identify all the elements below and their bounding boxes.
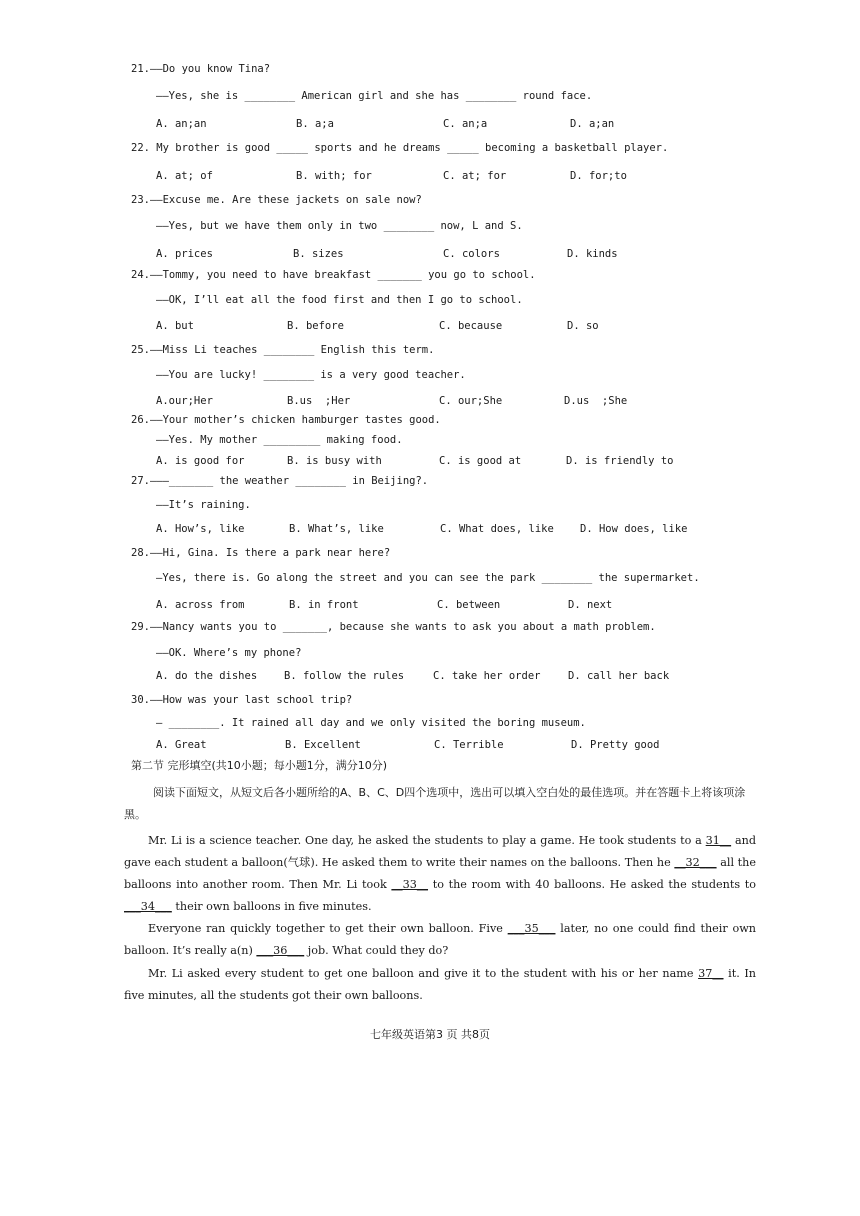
question-25-option-d: D.us ;She bbox=[564, 395, 628, 407]
blank-31: 31__ bbox=[705, 834, 732, 847]
question-26-option-b: B. is busy with bbox=[287, 455, 382, 467]
section-instruction: 阅读下面短文，从短文后各小题所给的A、B、C、D四个选项中，选出可以填入空白处的最佳选项。并在答题卡上将该项涂黑。 bbox=[124, 786, 746, 821]
question-28-option-a: A. across from bbox=[156, 599, 245, 611]
question-22-option-b: B. with; for bbox=[296, 170, 372, 182]
question-21-option-b: B. a;a bbox=[296, 118, 334, 130]
question-28-reply: —Yes, there is. Go along the street and you can see the park ________ the supermarket. bbox=[156, 572, 700, 584]
passage-paragraph-1: Mr. Li is a science teacher. One day, he asked the students to play a game. He took students to a 31__ and gave each student a balloon(气球). He asked them to write their names on the balloons. Then he __32___ all the balloons into another room. Then Mr. Li took __33__ to the room with 40 balloons. He asked the students to ___34___ their own balloons in five minutes. bbox=[124, 834, 756, 913]
question-29-option-d: D. call her back bbox=[568, 670, 670, 682]
question-29-option-b: B. follow the rules bbox=[284, 670, 405, 682]
passage-paragraph-3: Mr. Li asked every student to get one balloon and give it to the student with his or her name 37__ it. In five minutes, all the students got their own balloons. bbox=[124, 967, 756, 1002]
question-27-reply: ——It’s raining. bbox=[156, 499, 251, 511]
question-26-prompt: 26.——Your mother’s chicken hamburger tastes good. bbox=[131, 414, 441, 426]
question-27-prompt: 27.———_______ the weather ________ in Beijing?. bbox=[131, 475, 429, 487]
question-30-reply: — ________. It rained all day and we only visited the boring museum. bbox=[156, 717, 586, 729]
question-24-reply: ——OK, I’ll eat all the food first and then I go to school. bbox=[156, 294, 523, 306]
section-heading: 第二节 完形填空(共10小题；每小题1分，满分10分) bbox=[131, 759, 388, 772]
question-23-option-a: A. prices bbox=[156, 248, 213, 260]
question-28-option-c: C. between bbox=[437, 599, 501, 611]
question-21-option-c: C. an;a bbox=[443, 118, 488, 130]
question-26-reply: ——Yes. My mother _________ making food. bbox=[156, 434, 403, 446]
question-26-option-d: D. is friendly to bbox=[566, 455, 674, 467]
question-21-option-d: D. a;an bbox=[570, 118, 615, 130]
question-24-option-a: A. but bbox=[156, 320, 194, 332]
question-25-prompt: 25.——Miss Li teaches ________ English this term. bbox=[131, 344, 435, 356]
question-25-reply: ——You are lucky! ________ is a very good teacher. bbox=[156, 369, 466, 381]
question-23-prompt: 23.——Excuse me. Are these jackets on sale now? bbox=[131, 194, 422, 206]
question-26-option-c: C. is good at bbox=[439, 455, 522, 467]
question-25-option-a: A.our;Her bbox=[156, 395, 213, 407]
blank-32: __32___ bbox=[674, 856, 717, 869]
question-28-option-b: B. in front bbox=[289, 599, 359, 611]
question-29-option-c: C. take her order bbox=[433, 670, 541, 682]
question-23-option-d: D. kinds bbox=[567, 248, 618, 260]
question-22-option-c: C. at; for bbox=[443, 170, 507, 182]
question-27-option-c: C. What does, like bbox=[440, 523, 554, 535]
question-25-option-b: B.us ;Her bbox=[287, 395, 351, 407]
question-30-option-b: B. Excellent bbox=[285, 739, 361, 751]
question-23-reply: ——Yes, but we have them only in two ________ now, L and S. bbox=[156, 220, 523, 232]
blank-33: __33__ bbox=[391, 878, 429, 891]
question-28-option-d: D. next bbox=[568, 599, 613, 611]
question-27-option-a: A. How’s, like bbox=[156, 523, 245, 535]
blank-37: 37__ bbox=[698, 967, 724, 980]
question-22-option-a: A. at; of bbox=[156, 170, 213, 182]
question-21-reply: ——Yes, she is ________ American girl and she has ________ round face. bbox=[156, 90, 593, 102]
question-24-option-c: C. because bbox=[439, 320, 503, 332]
question-23-option-c: C. colors bbox=[443, 248, 500, 260]
question-30-option-c: C. Terrible bbox=[434, 739, 504, 751]
question-30-option-a: A. Great bbox=[156, 739, 207, 751]
blank-36: ___36___ bbox=[256, 944, 305, 957]
question-23-option-b: B. sizes bbox=[293, 248, 344, 260]
passage-paragraph-2: Everyone ran quickly together to get their own balloon. Five ___35___ later, no one could find their own balloon. It’s really a(n) ___36___ job. What could they do? bbox=[124, 922, 756, 957]
page-footer: 七年级英语第3 页 共8页 bbox=[370, 1028, 490, 1041]
question-24-prompt: 24.——Tommy, you need to have breakfast _______ you go to school. bbox=[131, 269, 536, 281]
question-29-reply: ——OK. Where’s my phone? bbox=[156, 647, 302, 659]
question-27-option-d: D. How does, like bbox=[580, 523, 688, 535]
question-26-option-a: A. is good for bbox=[156, 455, 245, 467]
question-22-prompt: 22. My brother is good _____ sports and he dreams _____ becoming a basketball player. bbox=[131, 142, 669, 154]
question-29-option-a: A. do the dishes bbox=[156, 670, 258, 682]
question-22-option-d: D. for;to bbox=[570, 170, 627, 182]
question-25-option-c: C. our;She bbox=[439, 395, 503, 407]
question-27-option-b: B. What’s, like bbox=[289, 523, 384, 535]
question-28-prompt: 28.——Hi, Gina. Is there a park near here? bbox=[131, 547, 391, 559]
question-24-option-d: D. so bbox=[567, 320, 599, 332]
question-30-prompt: 30.——How was your last school trip? bbox=[131, 694, 353, 706]
question-29-prompt: 29.——Nancy wants you to _______, because she wants to ask you about a math problem. bbox=[131, 621, 656, 633]
question-21-option-a: A. an;an bbox=[156, 118, 207, 130]
question-30-option-d: D. Pretty good bbox=[571, 739, 660, 751]
blank-35: ___35___ bbox=[507, 922, 556, 935]
question-24-option-b: B. before bbox=[287, 320, 344, 332]
question-21-prompt: 21.——Do you know Tina? bbox=[131, 63, 271, 75]
blank-34: ___34___ bbox=[124, 900, 172, 913]
